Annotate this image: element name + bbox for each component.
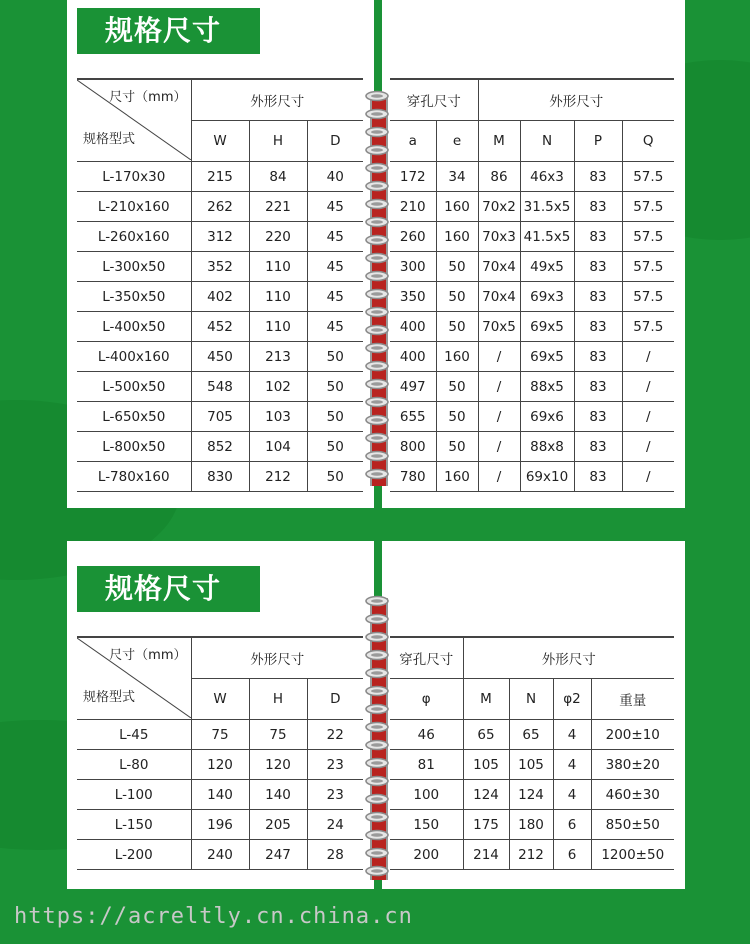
value-cell: 300 [390, 252, 436, 282]
value-cell: 83 [574, 192, 622, 222]
model-cell: L-80 [77, 750, 191, 780]
value-cell: 50 [436, 372, 478, 402]
value-cell: 102 [249, 372, 307, 402]
value-cell: 214 [463, 840, 509, 870]
value-cell: 83 [574, 252, 622, 282]
value-cell: 452 [191, 312, 249, 342]
value-cell: 50 [436, 312, 478, 342]
value-cell: 160 [436, 192, 478, 222]
value-cell: 205 [249, 810, 307, 840]
value-cell: 160 [436, 342, 478, 372]
binding-ring-icon [364, 231, 390, 243]
binding-ring-icon [364, 447, 390, 459]
table-row [390, 282, 674, 312]
value-cell: 450 [191, 342, 249, 372]
value-cell: 23 [307, 750, 363, 780]
value-cell: 23 [307, 780, 363, 810]
value-cell: 160 [436, 222, 478, 252]
table-row [390, 432, 674, 462]
col-header: N [509, 679, 553, 720]
value-cell: 49x5 [520, 252, 574, 282]
col-header: M [478, 121, 520, 162]
value-cell: 70x5 [478, 312, 520, 342]
value-cell: / [478, 462, 520, 492]
value-cell: 65 [509, 720, 553, 750]
value-cell: 50 [307, 462, 363, 492]
model-cell: L-400x160 [77, 342, 191, 372]
value-cell: 45 [307, 192, 363, 222]
table-row [390, 402, 674, 432]
outer-dimension-header: 外形尺寸 [191, 79, 363, 121]
value-cell: 460±30 [591, 780, 674, 810]
table-row [390, 222, 674, 252]
value-cell: 200±10 [591, 720, 674, 750]
binding-ring-icon [364, 141, 390, 153]
value-cell: 852 [191, 432, 249, 462]
col-header: P [574, 121, 622, 162]
binding-ring-icon [364, 213, 390, 225]
value-cell: / [478, 432, 520, 462]
value-cell: 402 [191, 282, 249, 312]
value-cell: 83 [574, 432, 622, 462]
value-cell: 6 [553, 840, 591, 870]
spec-table-right [390, 636, 674, 870]
model-cell: L-150 [77, 810, 191, 840]
value-cell: / [478, 372, 520, 402]
value-cell: 40 [307, 162, 363, 192]
value-cell: 150 [390, 810, 463, 840]
table-row [77, 312, 363, 342]
binding-ring-icon [364, 862, 390, 874]
table-row [77, 402, 363, 432]
col-header: N [520, 121, 574, 162]
table-row [77, 372, 363, 402]
col-header: H [249, 121, 307, 162]
value-cell: 105 [463, 750, 509, 780]
value-cell: 262 [191, 192, 249, 222]
value-cell: 46 [390, 720, 463, 750]
section-title: 规格尺寸 [77, 566, 260, 612]
col-header: W [191, 679, 249, 720]
model-cell: L-500x50 [77, 372, 191, 402]
value-cell: 215 [191, 162, 249, 192]
table-row [390, 750, 674, 780]
value-cell: 260 [390, 222, 436, 252]
value-cell: 160 [436, 462, 478, 492]
outer-dimension-header: 外形尺寸 [478, 79, 674, 121]
binding-ring-icon [364, 87, 390, 99]
value-cell: / [622, 432, 674, 462]
col-header: Q [622, 121, 674, 162]
model-cell: L-300x50 [77, 252, 191, 282]
value-cell: 88x8 [520, 432, 574, 462]
value-cell: 213 [249, 342, 307, 372]
value-cell: 83 [574, 162, 622, 192]
value-cell: 34 [436, 162, 478, 192]
value-cell: 57.5 [622, 312, 674, 342]
model-cell: L-780x160 [77, 462, 191, 492]
model-cell: L-350x50 [77, 282, 191, 312]
model-cell: L-210x160 [77, 192, 191, 222]
value-cell: 24 [307, 810, 363, 840]
binding-ring-icon [364, 357, 390, 369]
value-cell: 50 [436, 252, 478, 282]
value-cell: 140 [249, 780, 307, 810]
value-cell: 196 [191, 810, 249, 840]
binding-ring-icon [364, 465, 390, 477]
binding-ring-icon [364, 646, 390, 658]
value-cell: 200 [390, 840, 463, 870]
value-cell: 1200±50 [591, 840, 674, 870]
binding-ring-icon [364, 790, 390, 802]
value-cell: 497 [390, 372, 436, 402]
binding-ring-icon [364, 844, 390, 856]
value-cell: 57.5 [622, 282, 674, 312]
binding-ring-icon [364, 123, 390, 135]
binding-ring-icon [364, 429, 390, 441]
spec-table-right [390, 78, 674, 492]
value-cell: 655 [390, 402, 436, 432]
value-cell: 83 [574, 222, 622, 252]
value-cell: 103 [249, 402, 307, 432]
value-cell: 83 [574, 342, 622, 372]
value-cell: 124 [463, 780, 509, 810]
table-row [390, 192, 674, 222]
value-cell: 28 [307, 840, 363, 870]
model-label: 规格型式 [83, 690, 136, 705]
value-cell: / [622, 462, 674, 492]
value-cell: 100 [390, 780, 463, 810]
binding-ring-icon [364, 339, 390, 351]
value-cell: 45 [307, 282, 363, 312]
model-cell: L-260x160 [77, 222, 191, 252]
value-cell: 50 [436, 432, 478, 462]
size-unit-label: 尺寸（mm） [109, 648, 187, 663]
value-cell: 86 [478, 162, 520, 192]
model-cell: L-200 [77, 840, 191, 870]
model-cell: L-45 [77, 720, 191, 750]
value-cell: 140 [191, 780, 249, 810]
value-cell: 69x3 [520, 282, 574, 312]
binding-ring-icon [364, 411, 390, 423]
value-cell: 120 [249, 750, 307, 780]
value-cell: / [622, 402, 674, 432]
value-cell: 75 [249, 720, 307, 750]
value-cell: 50 [436, 282, 478, 312]
section-title: 规格尺寸 [77, 8, 260, 54]
outer-dimension-header: 外形尺寸 [191, 637, 363, 679]
binding-ring-icon [364, 718, 390, 730]
table-row [390, 252, 674, 282]
value-cell: 548 [191, 372, 249, 402]
binding-ring-icon [364, 682, 390, 694]
value-cell: 50 [307, 372, 363, 402]
value-cell: 69x6 [520, 402, 574, 432]
value-cell: 6 [553, 810, 591, 840]
table-row [390, 840, 674, 870]
value-cell: 400 [390, 312, 436, 342]
url-watermark: https://acreltly.cn.china.cn [14, 904, 413, 929]
col-header: a [390, 121, 436, 162]
binding-ring-icon [364, 592, 390, 604]
binding-ring-icon [364, 808, 390, 820]
table-row [77, 432, 363, 462]
binding-ring-icon [364, 700, 390, 712]
binding-ring-icon [364, 249, 390, 261]
value-cell: / [622, 372, 674, 402]
value-cell: 110 [249, 312, 307, 342]
table-row [77, 750, 363, 780]
table-row [390, 372, 674, 402]
value-cell: 41.5x5 [520, 222, 574, 252]
value-cell: 4 [553, 780, 591, 810]
table-row [390, 720, 674, 750]
value-cell: 45 [307, 252, 363, 282]
value-cell: 50 [436, 402, 478, 432]
value-cell: 312 [191, 222, 249, 252]
value-cell: 81 [390, 750, 463, 780]
value-cell: 50 [307, 402, 363, 432]
value-cell: 850±50 [591, 810, 674, 840]
value-cell: 31.5x5 [520, 192, 574, 222]
header-diagonal-cell [77, 637, 191, 720]
table-row [77, 840, 363, 870]
col-header: 重量 [591, 679, 674, 720]
col-header: W [191, 121, 249, 162]
table-row [390, 780, 674, 810]
value-cell: 380±20 [591, 750, 674, 780]
value-cell: 247 [249, 840, 307, 870]
binding-ring-icon [364, 159, 390, 171]
value-cell: 57.5 [622, 162, 674, 192]
value-cell: 120 [191, 750, 249, 780]
value-cell: 124 [509, 780, 553, 810]
binding-ring-icon [364, 303, 390, 315]
value-cell: 212 [249, 462, 307, 492]
model-cell: L-100 [77, 780, 191, 810]
value-cell: 46x3 [520, 162, 574, 192]
value-cell: 83 [574, 312, 622, 342]
table-row [390, 162, 674, 192]
value-cell: 57.5 [622, 222, 674, 252]
size-unit-label: 尺寸（mm） [109, 90, 187, 105]
header-diagonal-cell [77, 79, 191, 162]
table-row [77, 222, 363, 252]
value-cell: 69x5 [520, 342, 574, 372]
value-cell: 830 [191, 462, 249, 492]
table-row [77, 282, 363, 312]
value-cell: 110 [249, 282, 307, 312]
binding-ring-icon [364, 285, 390, 297]
value-cell: 221 [249, 192, 307, 222]
col-header: e [436, 121, 478, 162]
spec-table-left [77, 636, 363, 870]
value-cell: 70x3 [478, 222, 520, 252]
col-header: H [249, 679, 307, 720]
value-cell: 69x5 [520, 312, 574, 342]
table-row [390, 342, 674, 372]
table-row [77, 162, 363, 192]
value-cell: 45 [307, 222, 363, 252]
value-cell: 83 [574, 402, 622, 432]
table-row [77, 462, 363, 492]
spec-table-left [77, 78, 363, 492]
value-cell: 180 [509, 810, 553, 840]
value-cell: 88x5 [520, 372, 574, 402]
table-row [390, 462, 674, 492]
value-cell: 352 [191, 252, 249, 282]
model-cell: L-650x50 [77, 402, 191, 432]
value-cell: 70x4 [478, 252, 520, 282]
binding-ring-icon [364, 664, 390, 676]
value-cell: 105 [509, 750, 553, 780]
value-cell: 350 [390, 282, 436, 312]
table-row [77, 192, 363, 222]
value-cell: 83 [574, 372, 622, 402]
col-header: M [463, 679, 509, 720]
value-cell: 4 [553, 720, 591, 750]
value-cell: 172 [390, 162, 436, 192]
value-cell: / [622, 342, 674, 372]
binding-ring-icon [364, 628, 390, 640]
value-cell: 240 [191, 840, 249, 870]
binding-ring-icon [364, 736, 390, 748]
table-row [77, 780, 363, 810]
binding-ring-icon [364, 177, 390, 189]
value-cell: 70x2 [478, 192, 520, 222]
col-header: D [307, 121, 363, 162]
value-cell: 400 [390, 342, 436, 372]
col-header: D [307, 679, 363, 720]
value-cell: 210 [390, 192, 436, 222]
model-cell: L-800x50 [77, 432, 191, 462]
binding-ring-icon [364, 772, 390, 784]
table-row [77, 810, 363, 840]
table-row [77, 342, 363, 372]
binding-ring-icon [364, 195, 390, 207]
binding-ring-icon [364, 754, 390, 766]
value-cell: 45 [307, 312, 363, 342]
value-cell: 175 [463, 810, 509, 840]
hole-dimension-header: 穿孔尺寸 [390, 637, 463, 679]
value-cell: 69x10 [520, 462, 574, 492]
value-cell: 220 [249, 222, 307, 252]
value-cell: 212 [509, 840, 553, 870]
value-cell: 110 [249, 252, 307, 282]
model-label: 规格型式 [83, 132, 136, 147]
value-cell: 800 [390, 432, 436, 462]
value-cell: 104 [249, 432, 307, 462]
col-header: φ2 [553, 679, 591, 720]
table-row [77, 720, 363, 750]
hole-dimension-header: 穿孔尺寸 [390, 79, 478, 121]
value-cell: 83 [574, 282, 622, 312]
model-cell: L-170x30 [77, 162, 191, 192]
outer-dimension-header: 外形尺寸 [463, 637, 674, 679]
model-cell: L-400x50 [77, 312, 191, 342]
value-cell: 84 [249, 162, 307, 192]
value-cell: / [478, 342, 520, 372]
binding-ring-icon [364, 321, 390, 333]
value-cell: 57.5 [622, 252, 674, 282]
binding-ring-icon [364, 375, 390, 387]
table-row [77, 252, 363, 282]
table-row [390, 312, 674, 342]
binding-ring-icon [364, 826, 390, 838]
binding-ring-icon [364, 610, 390, 622]
value-cell: 705 [191, 402, 249, 432]
value-cell: 75 [191, 720, 249, 750]
value-cell: 65 [463, 720, 509, 750]
value-cell: 83 [574, 462, 622, 492]
value-cell: / [478, 402, 520, 432]
value-cell: 50 [307, 432, 363, 462]
binding-ring-icon [364, 105, 390, 117]
value-cell: 22 [307, 720, 363, 750]
binding-ring-icon [364, 393, 390, 405]
binding-ring-icon [364, 267, 390, 279]
col-header: φ [390, 679, 463, 720]
value-cell: 50 [307, 342, 363, 372]
value-cell: 57.5 [622, 192, 674, 222]
value-cell: 780 [390, 462, 436, 492]
value-cell: 70x4 [478, 282, 520, 312]
table-row [390, 810, 674, 840]
value-cell: 4 [553, 750, 591, 780]
